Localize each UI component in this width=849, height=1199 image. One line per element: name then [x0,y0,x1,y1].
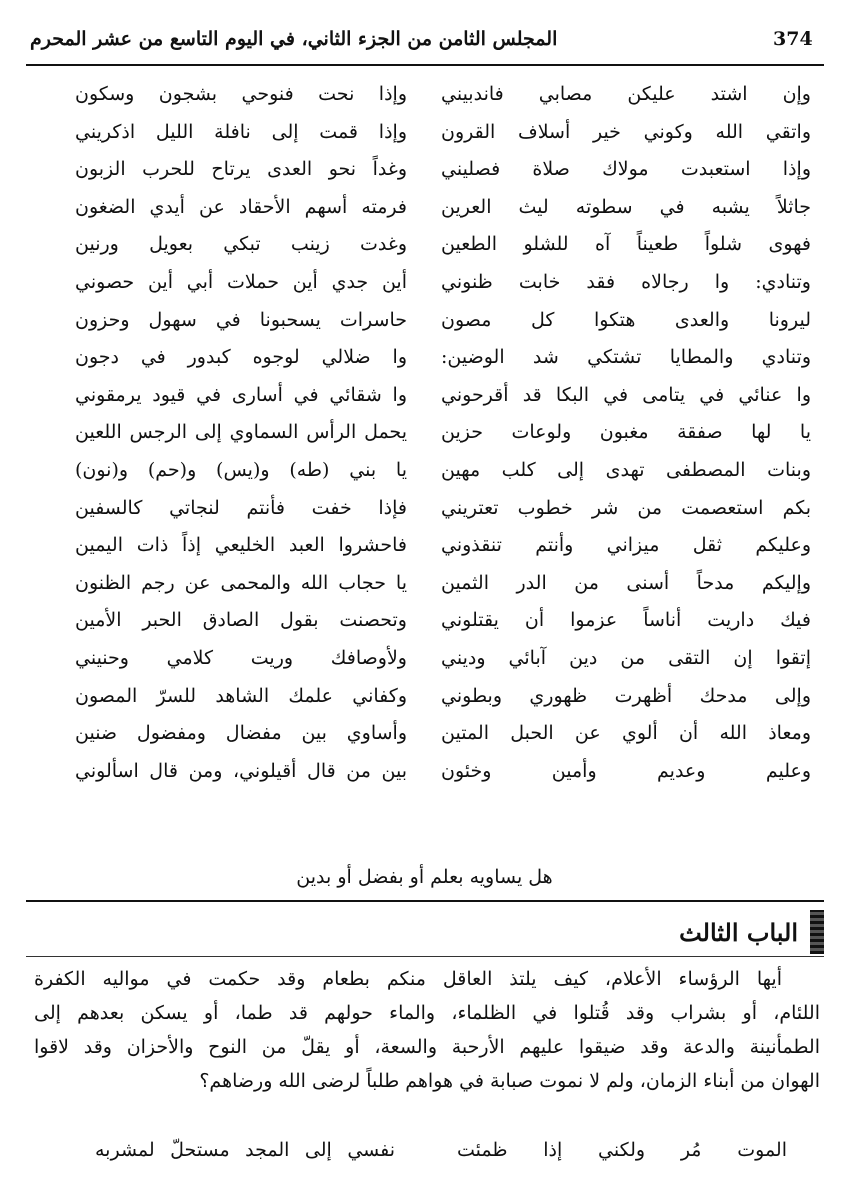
verse-row [0,76,849,114]
first-hemistich: وإذا استعبدت مولاك صلاة فصليني [441,158,811,181]
second-hemistich: وا شقائي في أسارى في قيود يرمقوني [75,383,407,406]
first-hemistich: ومعاذ الله أن ألوي عن الحبل المتين [441,722,811,745]
verse-row [0,527,849,565]
second-hemistich: بين من قال أقيلوني، ومن قال اسألوني [75,759,407,782]
first-hemistich: وبنات المصطفى تهدى إلى كلب مهين [441,458,811,481]
first-hemistich: بكم استعصمت من شر خطوب تعتريني [441,496,811,519]
verse-row [0,414,849,452]
second-hemistich: يحمل الرأس السماوي إلى الرجس اللعين [75,421,407,444]
verse-row [0,640,849,678]
verse-row [0,189,849,227]
second-hemistich: وتحصنت بقول الصادق الحبر الأمين [75,609,407,632]
running-title: المجلس الثامن من الجزء الثاني، في اليوم التاسع من عشر المحرم [30,28,558,50]
final-verse [0,1132,849,1168]
second-hemistich: حاسرات يسحبونا في سهول وحزون [75,308,407,331]
second-hemistich: فاحشروا العبد الخليعي إذاً ذات اليمين [75,534,407,557]
verse-row [0,151,849,189]
second-hemistich: وأساوي بين مفضال ومفضول ضنين [75,722,407,745]
heading-marker-bar [810,910,824,954]
first-hemistich: فهوى شلواً طعيناً آه للشلو الطعين [441,233,811,256]
first-hemistich: وتنادي: وا رجالاه فقد خابت ظنوني [441,270,811,293]
first-hemistich: إتقوا إن التقى من دين آبائي وديني [441,646,811,669]
first-hemistich: وإن اشتد عليكن مصابي فاندبيني [441,83,811,105]
first-hemistich: وعليم وعديم وأمين وخئون [441,759,811,782]
verse-row [0,565,849,603]
second-hemistich: ولأوصافك وريت كلامي وحنيني [75,646,407,669]
first-hemistich: وإليكم مدحاً أسنى من الدر الثمين [441,571,811,594]
first-hemistich: وإلى مدحك أظهرت ظهوري وبطوني [441,684,811,707]
second-hemistich: وإذا نحت فنوحي بشجون وسكون [75,83,407,105]
second-hemistich: وا ضلالي لوجوه كبدور في دجون [75,346,407,369]
second-hemistich: وكفاني علمك الشاهد للسرّ المصون [75,684,407,707]
first-hemistich: وا عنائي في يتامى في البكا قد أقرحوني [441,383,811,406]
second-hemistich: فرمته أسهم الأحقاد عن أيدي الضغون [75,195,407,218]
verse-row [0,753,849,791]
first-hemistich: جاثلاً يشبه في سطوته ليث العرين [441,195,811,218]
verse-row [0,452,849,490]
second-hemistich: أين جدي أين حملات أبي أين حصوني [75,270,407,293]
verse-row [0,302,849,340]
verse-row [0,602,849,640]
poem-closing-line [0,860,849,894]
verse-row [0,678,849,716]
poem [0,76,849,790]
first-hemistich: ليرونا والعدى هتكوا كل مصون [441,308,811,331]
verse-row [0,339,849,377]
second-hemistich: فإذا خفت فأنتم لنجاتي كالسفين [75,496,407,519]
paragraph-line: الهوان من أبناء الزمان، ولم لا نموت صبابة في هواهم طلباً لرضى الله ورضاهم؟ [199,1070,820,1092]
second-hemistich: وغدت زينب تبكي بعويل ورنين [75,233,407,256]
section-paragraph [34,962,820,1098]
header-divider [26,64,824,66]
verse-row [0,264,849,302]
verse-row [0,226,849,264]
verse-row [0,377,849,415]
heading-underline [26,956,824,957]
verse-row [0,490,849,528]
paragraph-line: أيها الرؤساء الأعلام، كيف يلتذ العاقل منكم بطعام وقد حكمت في مواليه الكفرة [34,968,782,990]
section-divider [26,900,824,902]
paragraph-line: الطمأنينة والدعة وقد ضيقوا عليهم الأرحبة والسعة، أو يقلّ من النوح والأحزان وقد لاقوا [34,1036,820,1058]
second-hemistich: يا بني (طه) و(يس) و(حم) و(نون) [75,458,407,481]
first-hemistich: يا لها صفقة مغبون ولوعات حزين [441,421,811,444]
closing-hemistich: هل يساويه بعلم أو بفضل أو بدين [296,866,553,888]
verse-row [0,715,849,753]
final-verse-second-hemistich: نفسي إلى المجد مستحلّ لمشربه [95,1139,395,1161]
section-heading-text: الباب الثالث [679,917,798,947]
second-hemistich: يا حجاب الله والمحمى عن رجم الظنون [75,571,407,594]
first-hemistich: وتنادي والمطايا تشتكي شد الوضين: [441,346,811,369]
paragraph-line: اللئام، أو بشراب وقد قُتلوا في الظلماء، والماء حولهم قد طما، أو يسكن بعدهم إلى [34,1002,820,1024]
verse-row [0,114,849,152]
second-hemistich: وغداً نحو العدى يرتاح للحرب الزبون [75,158,407,181]
first-hemistich: واتقي الله وكوني خير أسلاف القرون [441,120,811,143]
final-verse-first-hemistich: الموت مُر ولكني إذا ظمئت [457,1139,787,1161]
page-number: 374 [773,28,813,50]
second-hemistich: وإذا قمت إلى نافلة الليل اذكريني [75,120,407,143]
first-hemistich: فيك داريت أناساً عزموا أن يقتلوني [441,609,811,632]
section-heading [679,910,824,954]
page-header [0,0,849,70]
first-hemistich: وعليكم ثقل ميزاني وأنتم تنقذوني [441,534,811,557]
